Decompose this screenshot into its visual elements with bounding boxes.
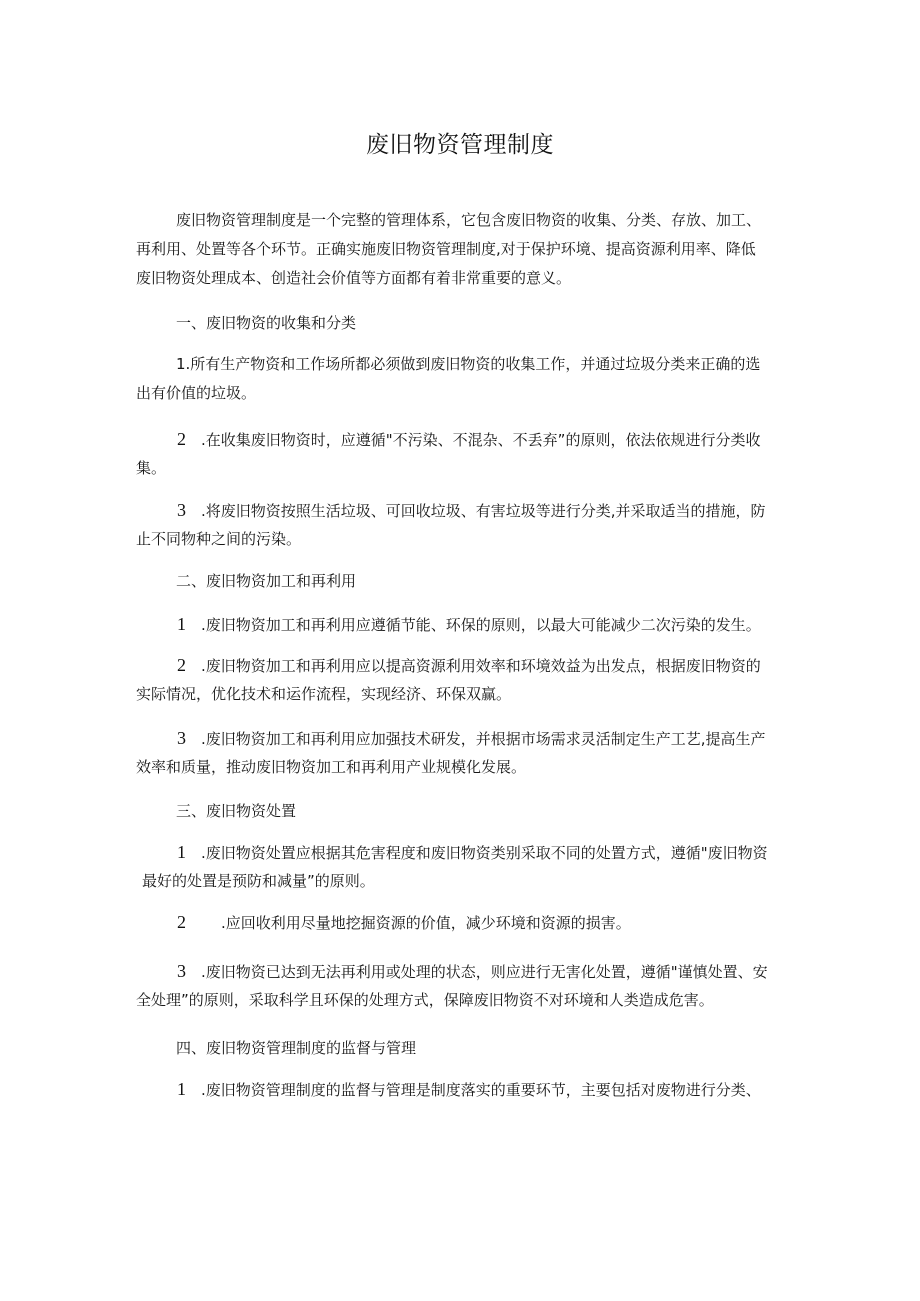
line-text: .废旧物资管理制度的监督与管理是制度落实的重要环节，主要包括对废物进行分类、 <box>201 1081 761 1099</box>
list-item <box>136 651 786 709</box>
list-item <box>136 908 786 937</box>
paragraph-line <box>136 753 786 782</box>
line-text: 集。 <box>136 459 167 477</box>
paragraph-line <box>136 680 786 709</box>
paragraph-line <box>136 651 786 680</box>
item-number: 1 <box>177 842 186 862</box>
list-item <box>136 496 786 554</box>
line-text: 废旧物资处理成本、创造社会价值等方面都有着非常重要的意义。 <box>136 269 572 287</box>
line-text: .将废旧物资按照生活垃圾、可回收垃圾、有害垃圾等进行分类,并采取适当的措施，防 <box>201 502 766 520</box>
line-text: .废旧物资加工和再利用应以提高资源利用效率和环境效益为出发点，根据废旧物资的 <box>201 657 761 675</box>
list-item <box>136 350 786 408</box>
paragraph-line <box>136 379 786 408</box>
paragraph-line <box>136 838 786 867</box>
item-number: 2 <box>177 429 186 449</box>
line-text: 再利用、处置等各个环节。正确实施废旧物资管理制度,对于保护环境、提高资源利用率、降低 <box>136 240 756 258</box>
item-number: 3 <box>177 500 186 520</box>
paragraph-line <box>136 610 786 639</box>
paragraph-line <box>136 496 786 525</box>
item-number: 2 <box>177 655 186 675</box>
intro-paragraph <box>136 206 786 293</box>
list-item <box>136 838 786 896</box>
list-item <box>136 724 786 782</box>
item-number: 1 <box>177 614 186 634</box>
paragraph-line <box>136 454 786 483</box>
paragraph-line <box>136 425 786 454</box>
item-number: 3 <box>177 961 186 981</box>
document-title: 废旧物资管理制度 <box>366 132 554 158</box>
line-text: 实际情况，优化技术和运作流程，实现经济、环保双赢。 <box>136 685 512 703</box>
section-heading: 三、废旧物资处置 <box>176 802 297 820</box>
section-heading: 四、废旧物资管理制度的监督与管理 <box>176 1039 417 1057</box>
paragraph-line <box>136 350 786 379</box>
section-heading: 一、废旧物资的收集和分类 <box>176 314 357 332</box>
line-text: .废旧物资已达到无法再利用或处理的状态，则应进行无害化处置，遵循"谨慎处置、安 <box>201 963 768 981</box>
item-number: 3 <box>177 728 186 748</box>
line-text: 全处理”的原则，采取科学且环保的处理方式，保障废旧物资不对环境和人类造成危害。 <box>136 991 714 1009</box>
line-text: .应回收利用尽量地挖掘资源的价值，减少环境和资源的损害。 <box>221 914 631 932</box>
paragraph-line <box>136 724 786 753</box>
paragraph-line <box>136 908 786 937</box>
paragraph-line <box>136 1075 786 1104</box>
line-text: 止不同物种之间的污染。 <box>136 530 302 548</box>
line-text: 最好的处置是预防和减量”的原则。 <box>142 872 375 890</box>
line-text: 废旧物资管理制度是一个完整的管理体系，它包含废旧物资的收集、分类、存放、加工、 <box>176 211 762 229</box>
line-text: .在收集废旧物资时，应遵循"不污染、不混杂、不丢弃”的原则，依法依规进行分类收 <box>201 431 761 449</box>
paragraph-line <box>136 867 786 896</box>
item-number: 2 <box>177 912 186 932</box>
line-text: 1.所有生产物资和工作场所都必须做到废旧物资的收集工作，并通过垃圾分类来正确的选 <box>176 355 761 373</box>
list-item <box>136 610 786 639</box>
item-number: 1 <box>177 1079 186 1099</box>
list-item <box>136 957 786 1015</box>
list-item <box>136 425 786 483</box>
paragraph-line <box>136 206 786 235</box>
line-text: 效率和质量，推动废旧物资加工和再利用产业规模化发展。 <box>136 758 527 776</box>
line-text: .废旧物资处置应根据其危害程度和废旧物资类别采取不同的处置方式，遵循"废旧物资 <box>201 844 768 862</box>
paragraph-line <box>136 235 786 264</box>
section-heading: 二、废旧物资加工和再利用 <box>176 572 357 590</box>
paragraph-line <box>136 525 786 554</box>
paragraph-line <box>136 986 786 1015</box>
line-text: 出有价值的垃圾。 <box>136 384 257 402</box>
paragraph-line <box>136 264 786 293</box>
list-item <box>136 1075 786 1104</box>
line-text: .废旧物资加工和再利用应加强技术研发，并根据市场需求灵活制定生产工艺,提高生产 <box>201 730 766 748</box>
paragraph-line <box>136 957 786 986</box>
line-text: .废旧物资加工和再利用应遵循节能、环保的原则，以最大可能减少二次污染的发生。 <box>201 616 761 634</box>
